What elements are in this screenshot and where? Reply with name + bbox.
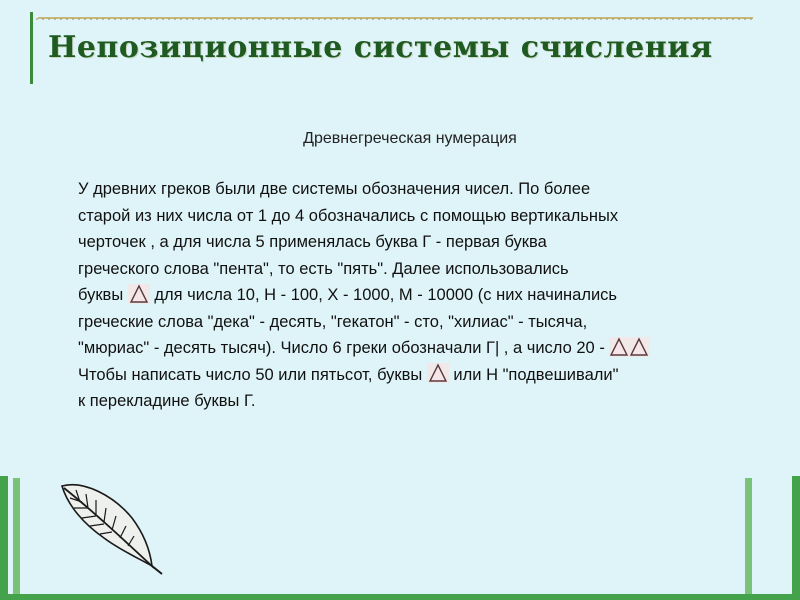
- double-delta-icon: [609, 337, 649, 357]
- text-line-5-after: для числа 10, Н - 100, Х - 1000, М - 10000 (с них начинались: [149, 286, 618, 304]
- frame-left-bar: [0, 476, 8, 600]
- text-line-7: [78, 335, 768, 362]
- text-line-5: [78, 282, 768, 309]
- frame-left-inner-bar: [13, 478, 20, 600]
- text-line-7-before: "мюриас" - десять тысяч). Число 6 греки обозначали Г| , а число 20 -: [78, 339, 610, 357]
- top-rule-dots: [36, 18, 756, 20]
- delta-letter-icon: [427, 363, 449, 383]
- text-line-6: греческие слова "дека" - десять, "гекатон" - сто, "хилиас" - тысяча,: [78, 312, 588, 331]
- text-line-9: к перекладине буквы Г.: [78, 392, 256, 410]
- frame-bottom-bar: [0, 594, 800, 600]
- text-line-3: черточек , а для числа 5 применялась буква Г - первая буква: [78, 233, 547, 251]
- text-line-8-before: Чтобы написать число 50 или пятьсот, буквы: [78, 365, 427, 384]
- frame-right-bar: [792, 476, 800, 600]
- frame-right-inner-bar: [745, 478, 752, 600]
- text-line-4: греческого слова "пента", то есть "пять". Далее использовались: [78, 259, 569, 278]
- slide-subtitle: Древнегреческая нумерация: [303, 130, 517, 147]
- body-text: [78, 176, 768, 415]
- left-title-rule: [30, 12, 33, 84]
- delta-letter-icon: [128, 284, 150, 304]
- text-line-8-after: или Н "подвешивали": [448, 365, 619, 384]
- text-line-1: У древних греков были две системы обозначения чисел. По более: [78, 180, 591, 198]
- slide-title: Непозиционные системы счисления: [48, 30, 713, 65]
- text-line-2: старой из них числа от 1 до 4 обозначались с помощью вертикальных: [78, 206, 619, 225]
- text-line-5-before: буквы: [78, 286, 128, 304]
- feather-icon: [54, 476, 174, 576]
- text-line-8: [78, 362, 768, 389]
